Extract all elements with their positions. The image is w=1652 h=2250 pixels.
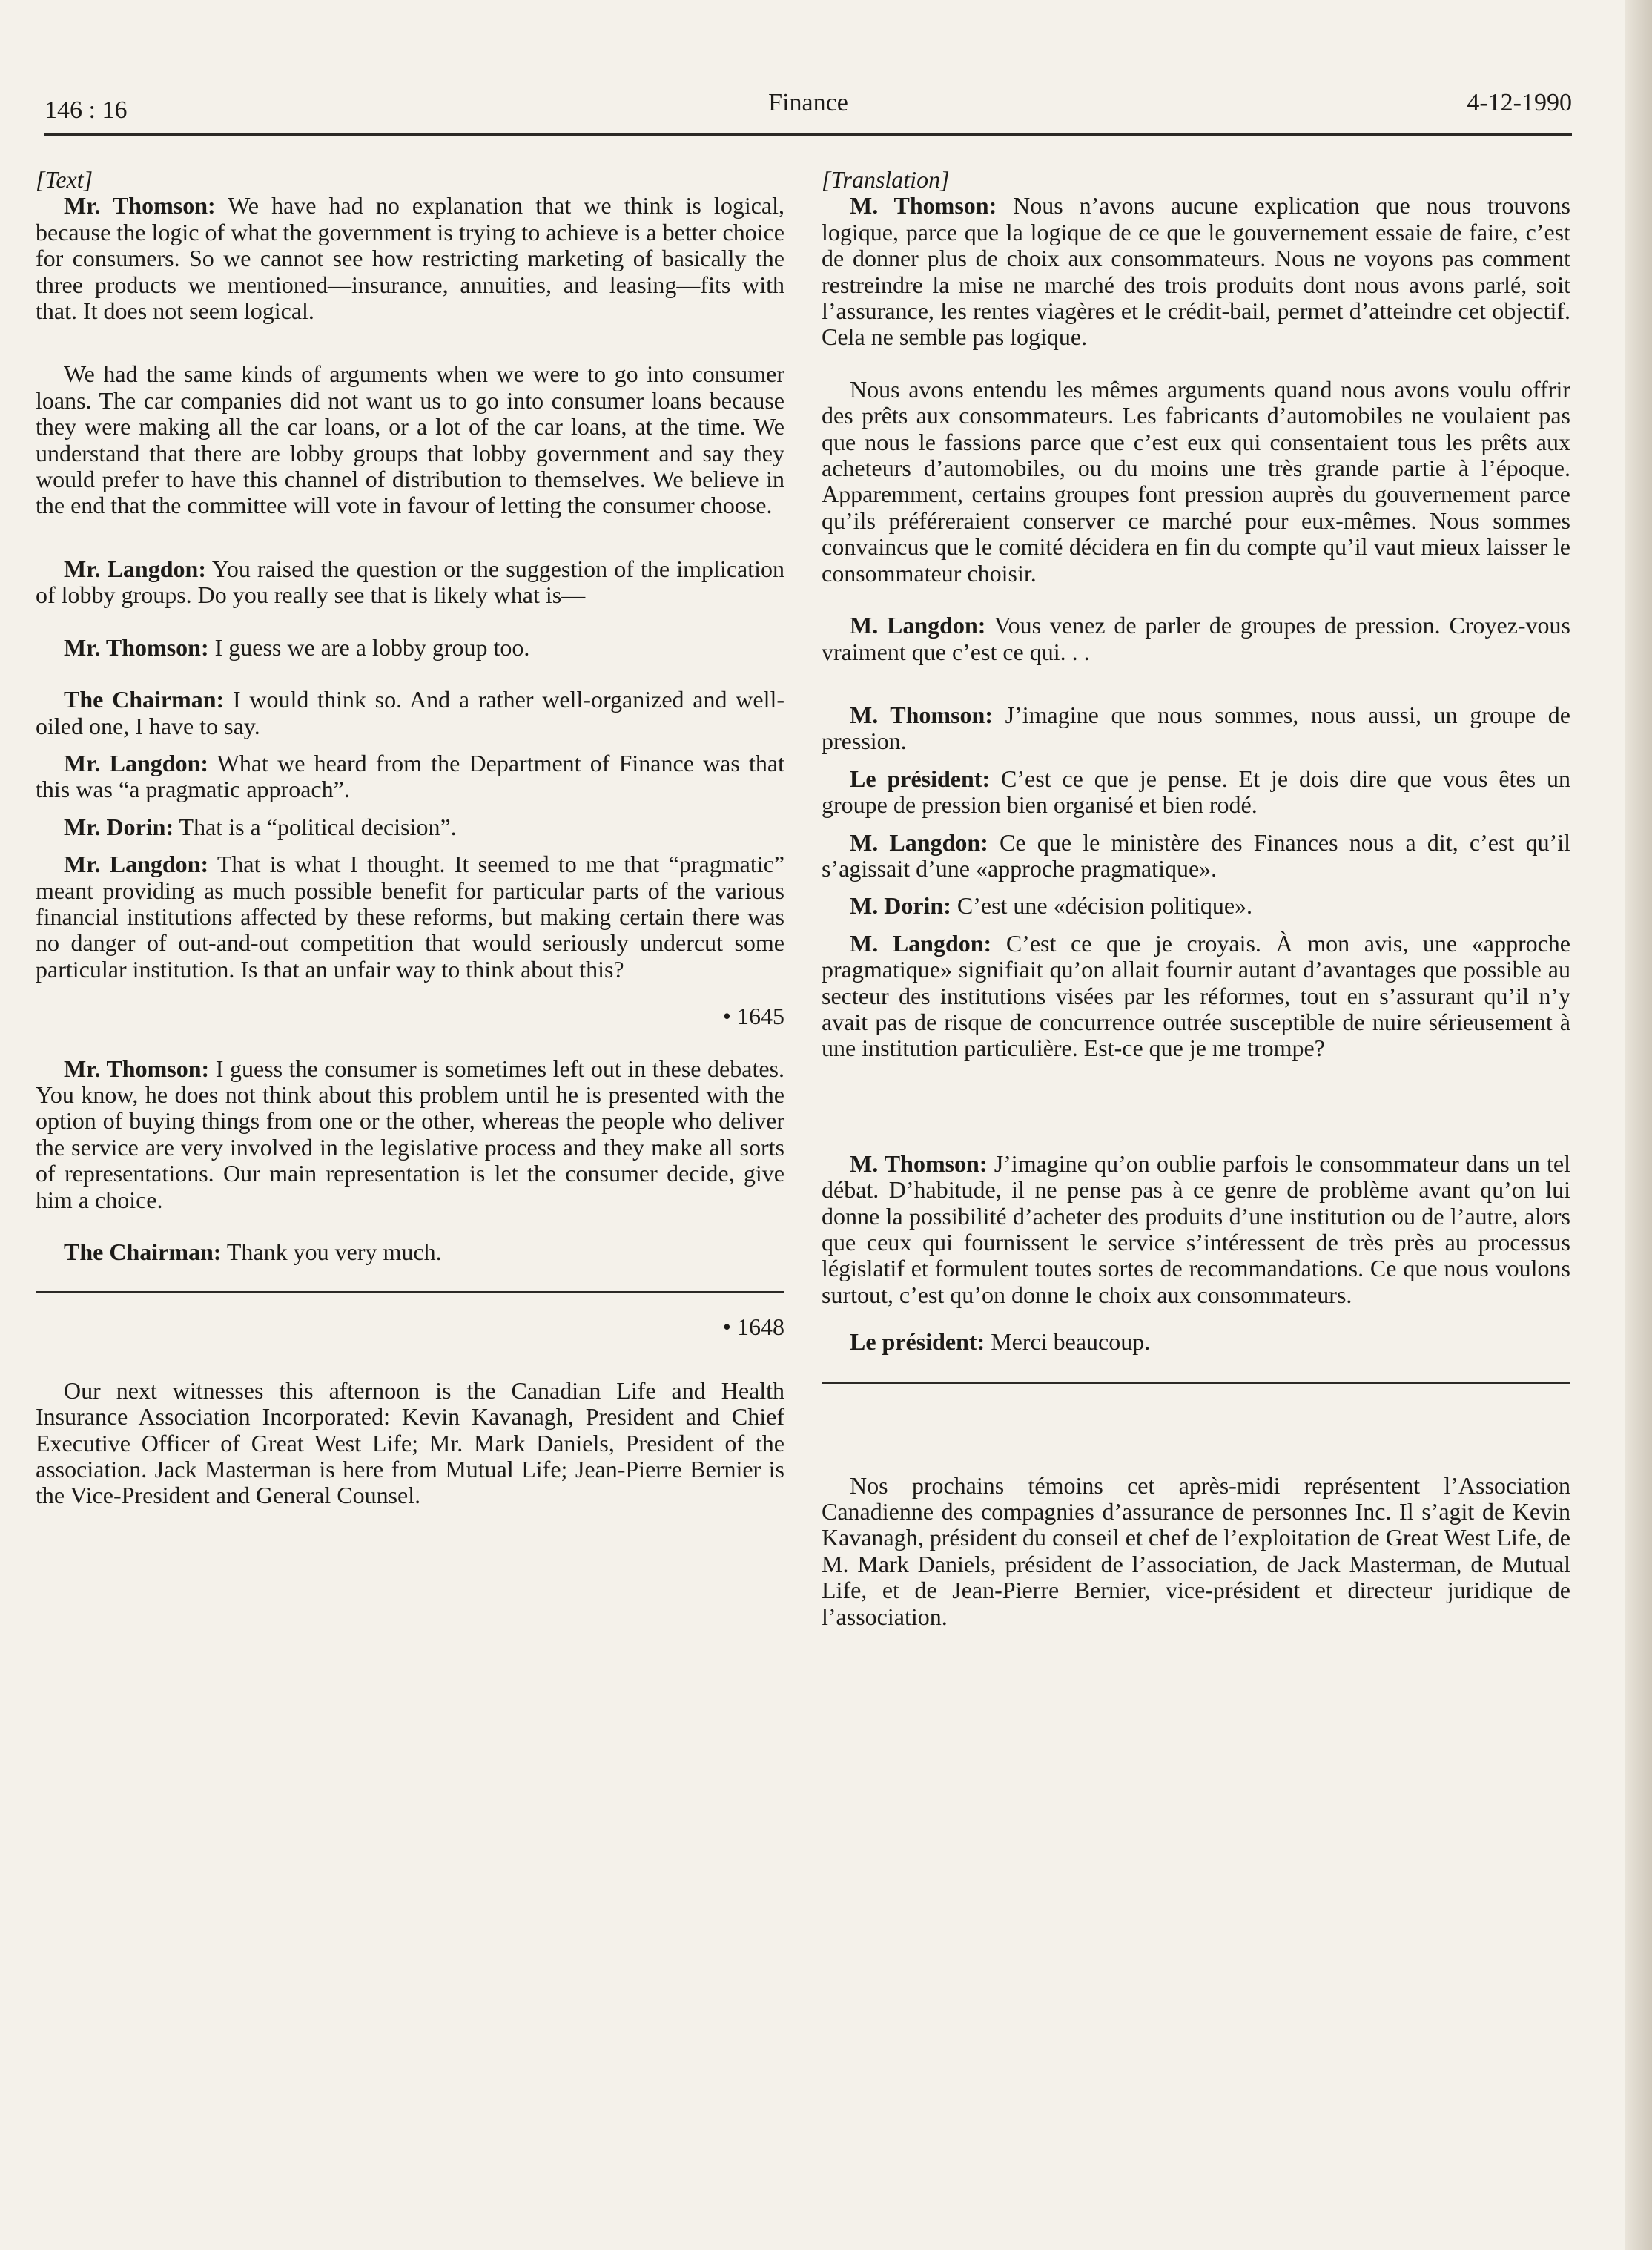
speech-text: J’imagine que nous sommes, nous aussi, un groupe de pression.: [822, 701, 1571, 755]
column-label: [Text]: [36, 166, 93, 193]
paragraph: [36, 851, 784, 983]
speaker-name: Mr. Langdon:: [64, 749, 209, 776]
speech-text: I would think so. And a rather well-organized and well-oiled one, I have to say.: [36, 686, 785, 739]
time-marker: • 1648: [722, 1313, 784, 1341]
paragraph: We had the same kinds of arguments when we were to go into consumer loans. The car companies did not want us to go into consumer loans because they were making all the car loans, or a lot of the car loans, at the time. We understand that there are lobby groups that lobby government and say they would prefer to have this channel of distribution to themselves. We believe in the end that the committee will vote in favour of letting the consumer choose.: [36, 360, 784, 519]
speaker-name: M. Thomson:: [850, 701, 993, 728]
speech-text: That is what I thought. It seemed to me that “pragmatic” meant providing as much possible benefit for particular parts of the various financial institutions affected by these reforms, but making certain there was no danger of out-and-out competition that would seriously undercut some particular institution. Is that an unfair way to think about this?: [36, 851, 785, 983]
paragraph: Our next witnesses this afternoon is the Canadian Life and Health Insurance Association Incorporated: Kevin Kavanagh, President and Chief Executive Officer of Great West Life; Mr. Mark Daniels, President of the association. Jack Masterman is here from Mutual Life; Jean-Pierre Bernier is the Vice-President and General Counsel.: [36, 1376, 784, 1509]
speech-text: I guess we are a lobby group too.: [208, 633, 530, 661]
column-label: [Translation]: [822, 166, 950, 193]
speaker-name: Mr. Thomson:: [64, 1055, 210, 1082]
english-column: [36, 167, 784, 1509]
speech-text: C’est ce que je croyais. À mon avis, une «approche pragmatique» signifiait qu’on allait fournir autant d’avantages que possible au secteur des institutions visées par les réformes, tout en s’assurant qu’il n’y avait pas de risque de concurrence outrée susceptible de nuire sérieusement à une institution particulière. Est-ce que je me trompe?: [822, 929, 1571, 1062]
paragraph: [36, 814, 784, 840]
paragraph: [36, 1239, 784, 1265]
speech-text: C’est ce que je pense. Et je dois dire que vous êtes un groupe de pression bien organisé et bien rodé.: [822, 765, 1571, 819]
paragraph: [36, 635, 784, 661]
paragraph: [822, 1151, 1570, 1308]
paragraph: [36, 687, 784, 739]
speech-text: We have had no explanation that we think is logical, because the logic of what the government is trying to achieve is a better choice for consumers. So we cannot see how restricting marketing of basically the three products we mentioned—insurance, annuities, and leasing—fits with that. It does not seem logical.: [36, 192, 785, 325]
paragraph: [36, 193, 784, 324]
speaker-name: M. Langdon:: [850, 828, 988, 856]
speaker-name: Mr. Thomson:: [64, 192, 216, 220]
paragraph: [822, 830, 1570, 882]
section-rule: [36, 1291, 784, 1293]
page-number: 146 : 16: [44, 96, 128, 124]
speaker-name: The Chairman:: [64, 1238, 222, 1265]
time-marker: • 1645: [722, 1003, 784, 1030]
header-rule: [44, 133, 1572, 136]
speech-text: What we heard from the Department of Finance was that this was “a pragmatic approach”.: [36, 749, 785, 803]
paragraph: [822, 613, 1570, 665]
speaker-name: M. Thomson:: [850, 1149, 988, 1177]
speech-text: Merci beaucoup.: [985, 1328, 1151, 1356]
speaker-name: The Chairman:: [64, 686, 225, 713]
speech-text: That is a “political decision”.: [174, 813, 457, 840]
speaker-name: Le président:: [850, 1328, 985, 1356]
paragraph: [36, 1056, 784, 1213]
speech-text: You raised the question or the suggestion of the implication of lobby groups. Do you really see that is likely what is—: [36, 555, 785, 609]
speaker-name: M. Langdon:: [850, 929, 992, 957]
speech-text: I guess the consumer is sometimes left out in these debates. You know, he does not think about this problem until he is presented with the option of buying things from one or the other, whereas the people who deliver the service are very involved in the legislative process and they make all sorts of representations. Our main representation is let the consumer decide, give him a choice.: [36, 1055, 785, 1213]
paragraph: [822, 193, 1570, 350]
header-date: 4-12-1990: [1467, 89, 1572, 116]
speaker-name: Mr. Langdon:: [64, 555, 206, 582]
page-binding-shadow: [1625, 0, 1652, 2250]
french-column: [822, 167, 1570, 1630]
paragraph: Nos prochains témoins cet après-midi représentent l’Association Canadienne des compagnies d’assurance de personnes Inc. Il s’agit de Kevin Kavanagh, président du conseil et chef de l’exploitation de Great West Life, de M. Mark Daniels, président de l’association, de Jack Masterman, de Mutual Life, et de Jean-Pierre Bernier, vice-président et directeur juridique de l’association.: [822, 1471, 1570, 1630]
speaker-name: Mr. Langdon:: [64, 851, 209, 878]
paragraph: [36, 556, 784, 609]
paragraph: [822, 893, 1570, 919]
speaker-name: M. Langdon:: [850, 612, 986, 639]
speaker-name: M. Dorin:: [850, 892, 951, 920]
paragraph: [822, 931, 1570, 1062]
paragraph: Nous avons entendu les mêmes arguments quand nous avons voulu offrir des prêts aux consommateurs. Les fabricants d’automobiles ne voulaient pas que nous le fassions parce que c’est eux qui consentaient tous les prêts aux acheteurs d’automobiles, ou du moins une très grande partie à l’époque. Apparemment, certains groupes font pression auprès du gouvernement parce qu’ils préféreraient conserver ce marché pour eux-mêmes. Nous sommes convaincus que le comité décidera en fin du compte qu’il vaut mieux laisser le consommateur choisir.: [822, 375, 1570, 587]
speaker-name: M. Thomson:: [850, 192, 997, 220]
speech-text: Vous venez de parler de groupes de pression. Croyez-vous vraiment que c’est ce qui. . .: [822, 612, 1571, 665]
paragraph: [822, 766, 1570, 819]
speaker-name: Mr. Thomson:: [64, 633, 209, 661]
section-rule: [822, 1382, 1570, 1384]
paragraph: [822, 702, 1570, 755]
speaker-name: Mr. Dorin:: [64, 813, 174, 840]
speech-text: Nous n’avons aucune explication que nous trouvons logique, parce que la logique de ce que le gouvernement essaie de faire, c’est de donner plus de choix aux consommateurs. Nous ne voyons pas comment restreindre la mise ne marché des trois produits dont nous avons parlé, soit l’assurance, les rentes viagères et le crédit-bail, permet d’atteindre cet objectif. Cela ne semble pas logique.: [822, 192, 1571, 351]
paragraph: [36, 750, 784, 803]
paragraph: [822, 1329, 1570, 1355]
speech-text: J’imagine qu’on oublie parfois le consommateur dans un tel débat. D’habitude, il ne pense pas à ce genre de problème avant qu’on lui donne la possibilité d’acheter des produits d’une institution ou de l’autre, alors que ceux qui fournissent le service s’intéressent de très près au processus législatif et formulent toutes sortes de recommandations. Ce que nous voulons surtout, c’est qu’on donne le choix aux consommateurs.: [822, 1149, 1571, 1308]
speech-text: C’est une «décision politique».: [951, 892, 1253, 920]
page-title: Finance: [768, 89, 848, 116]
speech-text: Thank you very much.: [221, 1238, 442, 1265]
page-header: [44, 89, 1572, 131]
speech-text: Ce que le ministère des Finances nous a dit, c’est qu’il s’agissait d’une «approche pragmatique».: [822, 828, 1571, 882]
speaker-name: Le président:: [850, 765, 991, 792]
